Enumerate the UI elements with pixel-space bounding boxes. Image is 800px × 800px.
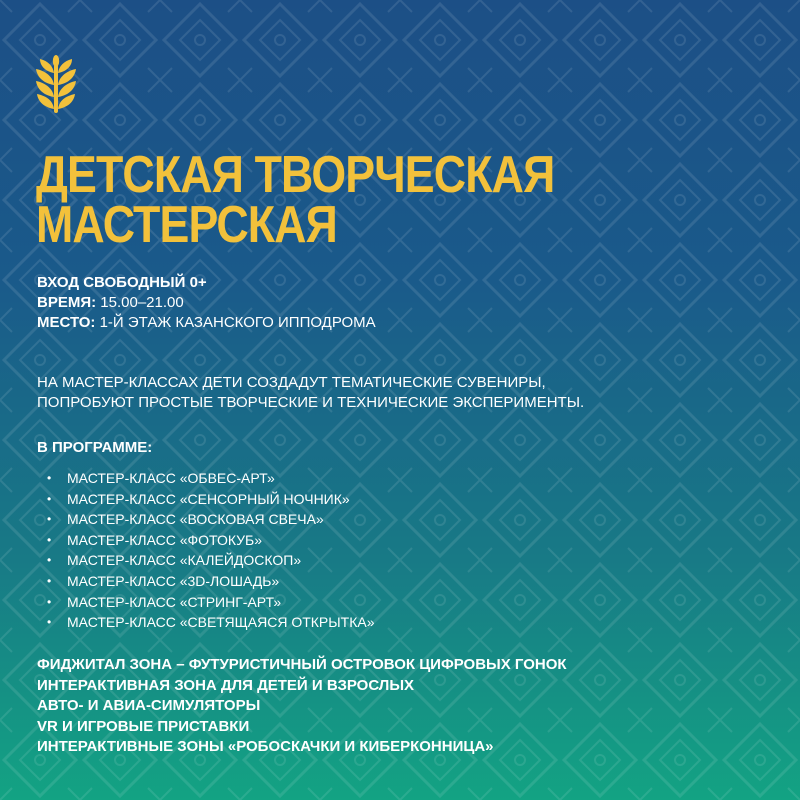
zone-item: АВТО- И АВИА-СИМУЛЯТОРЫ <box>37 697 261 714</box>
list-item <box>47 468 374 489</box>
place-label: МЕСТО: <box>37 314 96 331</box>
description-line-2: ПОПРОБУЮТ ПРОСТЫЕ ТВОРЧЕСКИЕ И ТЕХНИЧЕСКИЕ ЭКСПЕРИМЕНТЫ. <box>37 394 585 411</box>
list-item <box>47 592 374 613</box>
list-item <box>47 612 374 633</box>
bullet-icon: • <box>47 512 52 527</box>
time-info <box>37 293 376 313</box>
zones-list <box>37 655 567 758</box>
zone-item: ИНТЕРАКТИВНАЯ ЗОНА ДЛЯ ДЕТЕЙ И ВЗРОСЛЫХ <box>37 676 415 694</box>
time-value: 15.00–21.00 <box>96 294 184 311</box>
list-item-label: МАСТЕР-КЛАСС «КАЛЕЙДОСКОП» <box>67 552 302 569</box>
list-item-label: МАСТЕР-КЛАСС «ОБВЕС-АРТ» <box>67 470 275 486</box>
list-item <box>47 509 374 530</box>
bullet-icon: • <box>47 573 52 588</box>
list-item <box>47 550 374 571</box>
list-item <box>47 571 374 592</box>
description-line-1: НА МАСТЕР-КЛАССАХ ДЕТИ СОЗДАДУТ ТЕМАТИЧЕСКИЕ СУВЕНИРЫ, <box>37 374 546 391</box>
bullet-icon: • <box>47 553 52 568</box>
title-line-1: ДЕТСКАЯ ТВОРЧЕСКАЯ <box>36 146 555 204</box>
time-label: ВРЕМЯ: <box>37 294 97 311</box>
wheat-ear-icon <box>34 55 78 115</box>
list-item-label: МАСТЕР-КЛАСС «3D-ЛОШАДЬ» <box>67 572 280 589</box>
list-item-label: МАСТЕР-КЛАСС «СТРИНГ-АРТ» <box>67 593 282 610</box>
bullet-icon: • <box>47 532 52 547</box>
list-item-label: МАСТЕР-КЛАСС «СЕНСОРНЫЙ НОЧНИК» <box>67 490 350 507</box>
zone-item: ФИДЖИТАЛ ЗОНА – ФУТУРИСТИЧНЫЙ ОСТРОВОК ЦИФРОВЫХ ГОНОК <box>37 656 567 673</box>
list-item <box>47 530 374 551</box>
place-value: 1-Й ЭТАЖ КАЗАНСКОГО ИППОДРОМА <box>95 314 376 331</box>
program-heading: В ПРОГРАММЕ: <box>37 439 153 456</box>
list-item-label: МАСТЕР-КЛАСС «СВЕТЯЩАЯСЯ ОТКРЫТКА» <box>67 614 375 631</box>
list-item-label: МАСТЕР-КЛАСС «ФОТОКУБ» <box>67 531 263 548</box>
program-list <box>47 468 374 633</box>
place-info <box>37 313 376 333</box>
zone-item: VR И ИГРОВЫЕ ПРИСТАВКИ <box>37 717 250 735</box>
event-description <box>37 373 584 413</box>
bullet-icon: • <box>47 615 52 630</box>
list-item-label: МАСТЕР-КЛАСС «ВОСКОВАЯ СВЕЧА» <box>67 511 324 528</box>
list-item <box>47 489 374 510</box>
event-info <box>37 273 376 333</box>
bullet-icon: • <box>47 471 52 485</box>
entry-info <box>37 273 376 293</box>
bullet-icon: • <box>47 491 52 506</box>
title-line-2: МАСТЕРСКАЯ <box>36 196 337 254</box>
zone-item: ИНТЕРАКТИВНЫЕ ЗОНЫ «РОБОСКАЧКИ И КИБЕРКОННИЦА» <box>37 738 494 755</box>
entry-text: ВХОД СВОБОДНЫЙ 0+ <box>37 274 207 291</box>
bullet-icon: • <box>47 594 52 609</box>
page-title <box>36 146 555 254</box>
